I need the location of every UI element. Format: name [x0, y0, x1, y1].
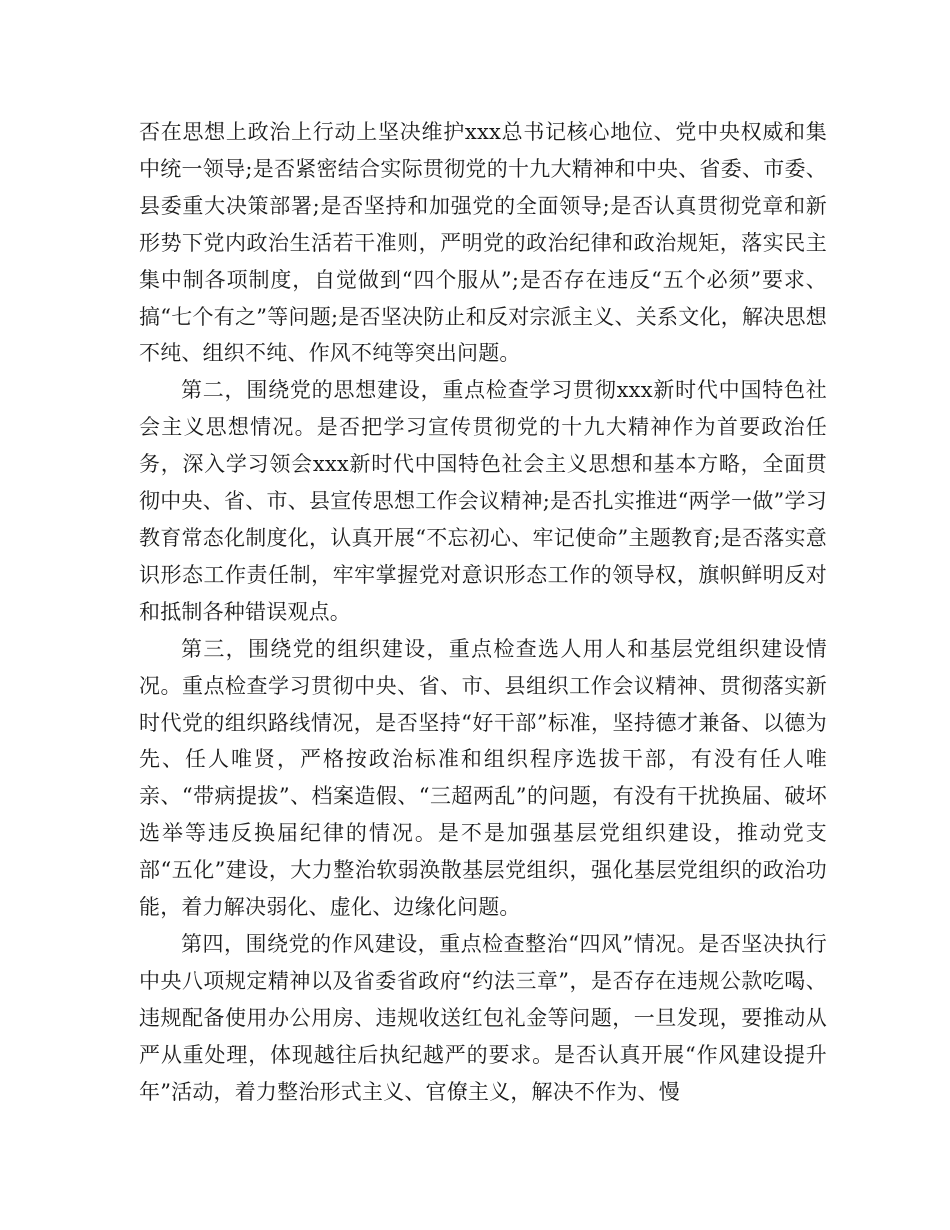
paragraph-ideological-building: 第二，围绕党的思想建设，重点检查学习贯彻xxx新时代中国特色社会主义思想情况。是否把学习宣传贯彻党的十九大精神作为首要政治任务，深入学习领会xxx新时代中国特色社会主义思想和基本方略，全面贯彻中央、省、市、县宣传思想工作会议精神;是否扎实推进“两学一做”学习教育常态化制度化，认真开展“不忘初心、牢记使命”主题教育;是否落实意识形态工作责任制，牢牢掌握党对意识形态工作的领导权，旗帜鲜明反对和抵制各种错误观点。	[139, 378, 827, 624]
paragraph-continuation: 否在思想上政治上行动上坚决维护xxx总书记核心地位、党中央权威和集中统一领导;是否紧密结合实际贯彻党的十九大精神和中央、省委、市委、县委重大决策部署;是否坚持和加强党的全面领导;是否认真贯彻党章和新形势下党内政治生活若干准则，严明党的政治纪律和政治规矩，落实民主集中制各项制度，自觉做到“四个服从”;是否存在违反“五个必须”要求、搞“七个有之”等问题;是否坚决防止和反对宗派主义、关系文化，解决思想不纯、组织不纯、作风不纯等突出问题。	[139, 120, 827, 366]
paragraph-work-style-building: 第四，围绕党的作风建设，重点检查整治“四风”情况。是否坚决执行中央八项规定精神以及省委省政府“约法三章”，是否存在违规公款吃喝、违规配备使用办公用房、违规收送红包礼金等问题，一旦发现，要推动从严从重处理，体现越往后执纪越严的要求。是否认真开展“作风建设提升年”活动，着力整治形式主义、官僚主义，解决不作为、慢	[139, 931, 827, 1104]
paragraph-organizational-building: 第三，围绕党的组织建设，重点检查选人用人和基层党组织建设情况。重点检查学习贯彻中央、省、市、县组织工作会议精神、贯彻落实新时代党的组织路线情况，是否坚持“好干部”标准，坚持德才兼备、以德为先、任人唯贤，严格按政治标准和组织程序选拔干部，有没有任人唯亲、“带病提拔”、档案造假、“三超两乱”的问题，有没有干扰换届、破坏选举等违反换届纪律的情况。是不是加强基层党组织建设，推动党支部“五化”建设，大力整治软弱涣散基层党组织，强化基层党组织的政治功能，着力解决弱化、虚化、边缘化问题。	[139, 636, 827, 920]
document-body	[139, 114, 827, 1110]
